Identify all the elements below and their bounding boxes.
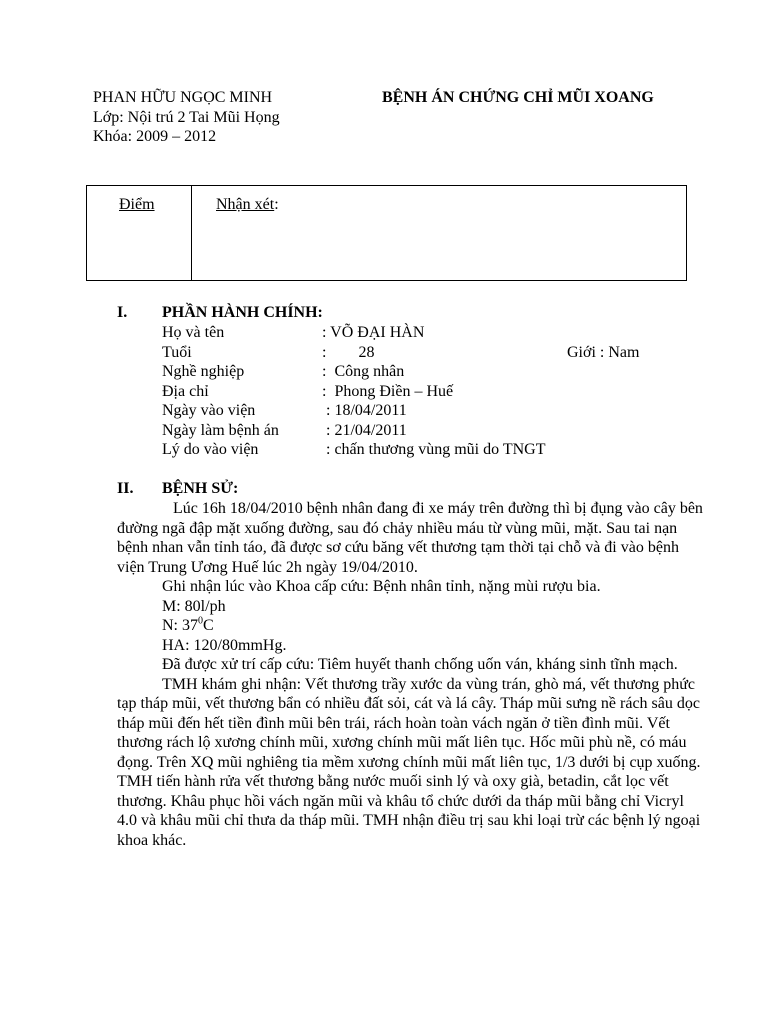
comment-colon: :	[274, 196, 279, 213]
grade-box	[86, 185, 687, 281]
history-body	[117, 499, 707, 850]
field-value: : chấn thương vùng mũi do TNGT	[322, 441, 546, 458]
history-paragraph: Ghi nhận lúc vào Khoa cấp cứu: Bệnh nhân tỉnh, nặng mùi rượu bia.	[162, 578, 601, 595]
grade-box-divider	[191, 186, 192, 280]
history-paragraph: TMH khám ghi nhận: Vết thương trầy xước da vùng trán, ghò má, vết thương phức tạp tháp mũi, vết thương bẩn có nhiều đất sỏi, cát và lá cây. Tháp mũi sưng nề rách sâu dọc tháp mũi đến hết tiền đình mũi bên trái, rách hoàn toàn vách ngăn ở tiền đình mũi. Vết thương rách lộ xương chính mũi, xương chính mũi mất liên tục. Hốc mũi phù nề, có máu đọng. Trên XQ mũi nghiêng tia mềm xương chính mũi mất liên tục, 1/3 dưới bị cụp xuống. TMH tiến hành rửa vết thương bằng nước muối sinh lý và oxy già, betadin, cắt lọc vết thương. Khâu phục hồi vách ngăn mũi và khâu tổ chức dưới da tháp mũi bằng chỉ Vicryl 4.0 và khâu mũi chỉ thưa da tháp mũi. TMH nhận điều trị sau khi loại trừ các bệnh lý ngoại khoa khác.	[117, 675, 701, 849]
history-paragraph: Lúc 16h 18/04/2010 bệnh nhân đang đi xe máy trên đường thì bị đụng vào cây bên đường ngã đập mặt xuống đường, sau đó chảy nhiều máu từ vùng mũi, mặt. Sau tai nạn bệnh nhan vẫn tỉnh táo, đã được sơ cứu băng vết thương tạm thời tại chỗ và đi vào bệnh viện Trung Ương Huế lúc 2h ngày 19/04/2010.	[117, 500, 703, 576]
field-value: : 18/04/2011	[322, 402, 407, 419]
field-label: Địa chỉ	[162, 383, 209, 400]
comment-label-wrap	[216, 195, 279, 215]
field-value: : VÕ ĐẠI HÀN	[322, 324, 425, 341]
comment-label: Nhận xét	[216, 196, 275, 213]
class-line: Lớp: Nội trú 2 Tai Mũi Họng	[93, 109, 280, 126]
course-line: Khóa: 2009 – 2012	[93, 128, 217, 145]
field-value: : Công nhân	[322, 363, 405, 380]
student-name: PHAN HỮU NGỌC MINH	[93, 89, 273, 106]
history-paragraph: Đã được xử trí cấp cứu: Tiêm huyết thanh chống uốn ván, kháng sinh tĩnh mạch.	[162, 656, 678, 673]
score-label: Điểm	[119, 196, 155, 213]
field-value: : 28	[322, 344, 375, 361]
section2-title: BỆNH SỬ:	[162, 480, 239, 497]
field-label: Lý do vào viện	[162, 441, 259, 458]
temperature-degree: 0	[198, 615, 203, 627]
field-label: Nghề nghiệp	[162, 363, 245, 380]
document-title: BỆNH ÁN CHỨNG CHỈ MŨI XOANG	[382, 89, 654, 106]
field-label: Ngày vào viện	[162, 402, 256, 419]
field-value: : 21/04/2011	[322, 422, 407, 439]
temperature-unit: C	[203, 617, 214, 634]
gender-field: Giới : Nam	[567, 344, 640, 361]
vital-temperature	[117, 616, 707, 636]
vital-pulse: M: 80l/ph	[162, 597, 226, 615]
field-label: Tuổi	[162, 344, 192, 361]
section1-title: PHẦN HÀNH CHÍNH:	[162, 304, 323, 321]
field-label: Họ và tên	[162, 324, 225, 341]
vital-blood-pressure: HA: 120/80mmHg.	[162, 636, 287, 654]
section1-number: I.	[117, 304, 128, 321]
field-value: : Phong Điền – Huế	[322, 383, 454, 400]
section2-number: II.	[117, 480, 134, 497]
field-label: Ngày làm bệnh án	[162, 422, 279, 439]
temperature-value: N: 37	[162, 617, 198, 634]
